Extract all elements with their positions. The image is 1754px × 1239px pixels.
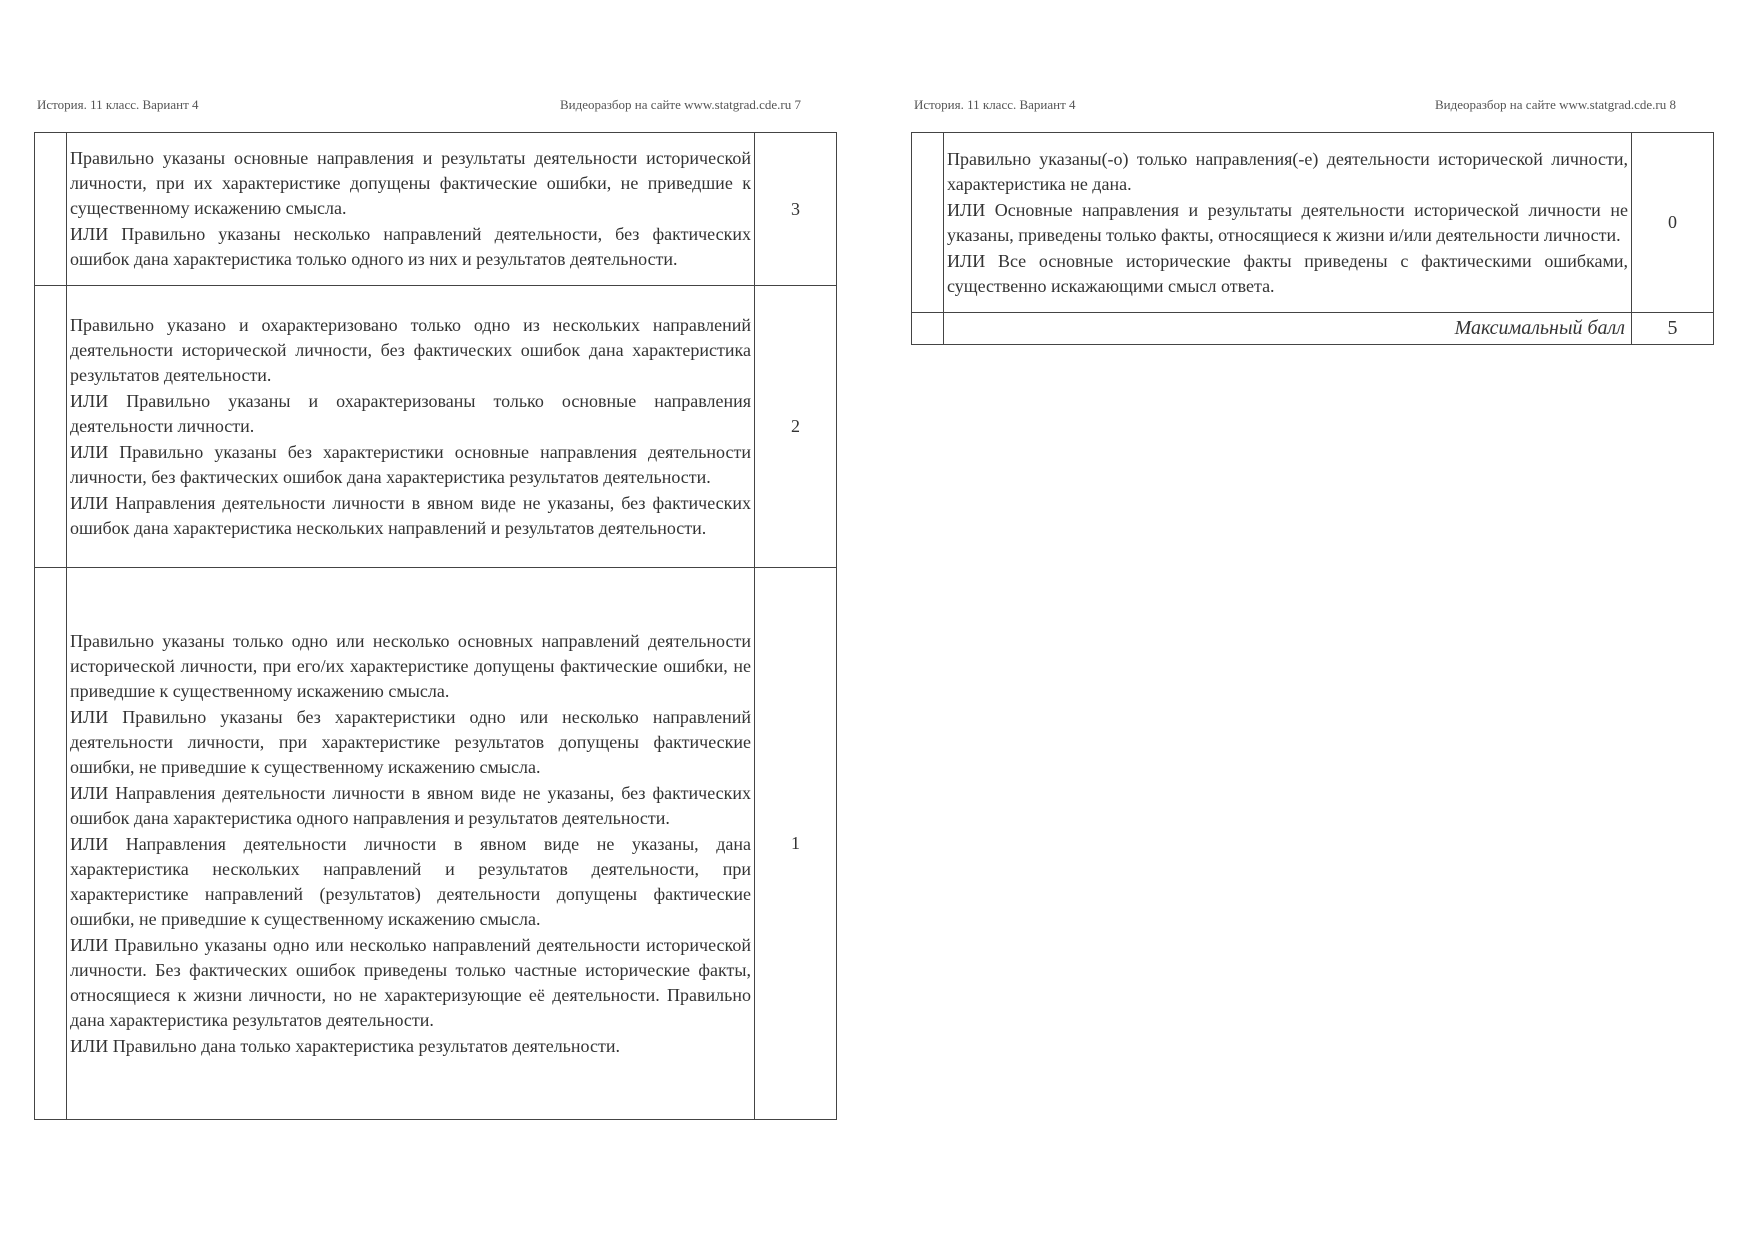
row-index-cell [35,568,67,1120]
criteria-description [67,286,755,568]
criteria-paragraph: Правильно указано и охарактеризовано только одно из нескольких направлений деятельности исторической личности, без фактических ошибок дана характеристика результатов деятельности. [70,314,751,385]
max-score-row [912,313,1714,345]
criteria-description [67,133,755,286]
criteria-paragraph: ИЛИ Правильно указаны одно или несколько направлений деятельности исторической личности. Без фактических ошибок приведены только частные исторические факты, относящиеся к жизни личности, но не характеризующие её деятельности. Правильно дана характеристика результатов деятельности. [70,934,751,1030]
criteria-paragraph: ИЛИ Правильно указаны несколько направлений деятельности, без фактических ошибок дана характеристика только одного из них и результатов деятельности. [70,224,751,269]
score-value: 1 [755,568,837,1120]
criteria-paragraph: Правильно указаны только одно или несколько основных направлений деятельности исторической личности, при его/их характеристике допущены фактические ошибки, не приведшие к существенному искажению смысла. [70,630,751,701]
criteria-row-score-1 [35,568,837,1120]
criteria-paragraph: ИЛИ Правильно указаны и охарактеризованы только основные направления деятельности личности. [70,390,751,436]
left-page-header-site: Видеоразбор на сайте www.statgrad.cde.ru 7 [560,97,801,112]
right-page-header-site: Видеоразбор на сайте www.statgrad.cde.ru 8 [1435,97,1676,112]
criteria-paragraph: ИЛИ Направления деятельности личности в явном виде не указаны, дана характеристика нескольких направлений и результатов деятельности, при характеристике направлений (результатов) деятельности допущены фактические ошибки, не приведшие к существенному искажению смысла. [70,833,751,929]
criteria-row-score-2 [35,286,837,568]
row-index-cell [912,313,944,345]
row-index-cell [35,286,67,568]
max-score-label: Максимальный балл [944,313,1632,345]
criteria-row-score-0 [912,133,1714,313]
criteria-paragraph: ИЛИ Направления деятельности личности в явном виде не указаны, без фактических ошибок дана характеристика одного направления и результатов деятельности. [70,782,751,828]
criteria-paragraph: ИЛИ Основные направления и результаты деятельности исторической личности не указаны, приведены только факты, относящиеся к жизни и/или деятельности личности. [947,199,1628,245]
score-value: 2 [755,286,837,568]
right-page-header-title: История. 11 класс. Вариант 4 [914,97,1076,112]
max-score-value: 5 [1632,313,1714,345]
left-page-header-title: История. 11 класс. Вариант 4 [37,97,199,112]
criteria-paragraph: ИЛИ Правильно дана только характеристика результатов деятельности. [70,1035,620,1056]
score-value: 0 [1632,133,1714,313]
criteria-paragraph: ИЛИ Направления деятельности личности в явном виде не указаны, без фактических ошибок дана характеристика нескольких направлений и результатов деятельности. [70,492,751,538]
criteria-paragraph: ИЛИ Правильно указаны без характеристики основные направления деятельности личности, без фактических ошибок дана характеристика результатов деятельности. [70,441,751,487]
criteria-paragraph: ИЛИ Правильно указаны без характеристики одно или несколько направлений деятельности личности, при характеристике результатов допущены фактические ошибки, не приведшие к существенному искажению смысла. [70,706,751,777]
criteria-description [67,568,755,1120]
criteria-row-score-3 [35,133,837,286]
criteria-paragraph: Правильно указаны(-о) только направления(-е) деятельности исторической личности, характеристика не дана. [947,148,1628,194]
row-index-cell [912,133,944,313]
criteria-paragraph: Правильно указаны основные направления и результаты деятельности исторической личности, при их характеристике допущены фактические ошибки, не приведшие к существенному искажению смысла. [70,148,751,218]
score-value: 3 [755,133,837,286]
criteria-paragraph: ИЛИ Все основные исторические факты приведены с фактическими ошибками, существенно искажающими смысл ответа. [947,250,1628,296]
row-index-cell [35,133,67,286]
criteria-description [944,133,1632,313]
left-criteria-table [34,132,837,1120]
right-criteria-table [911,132,1714,345]
